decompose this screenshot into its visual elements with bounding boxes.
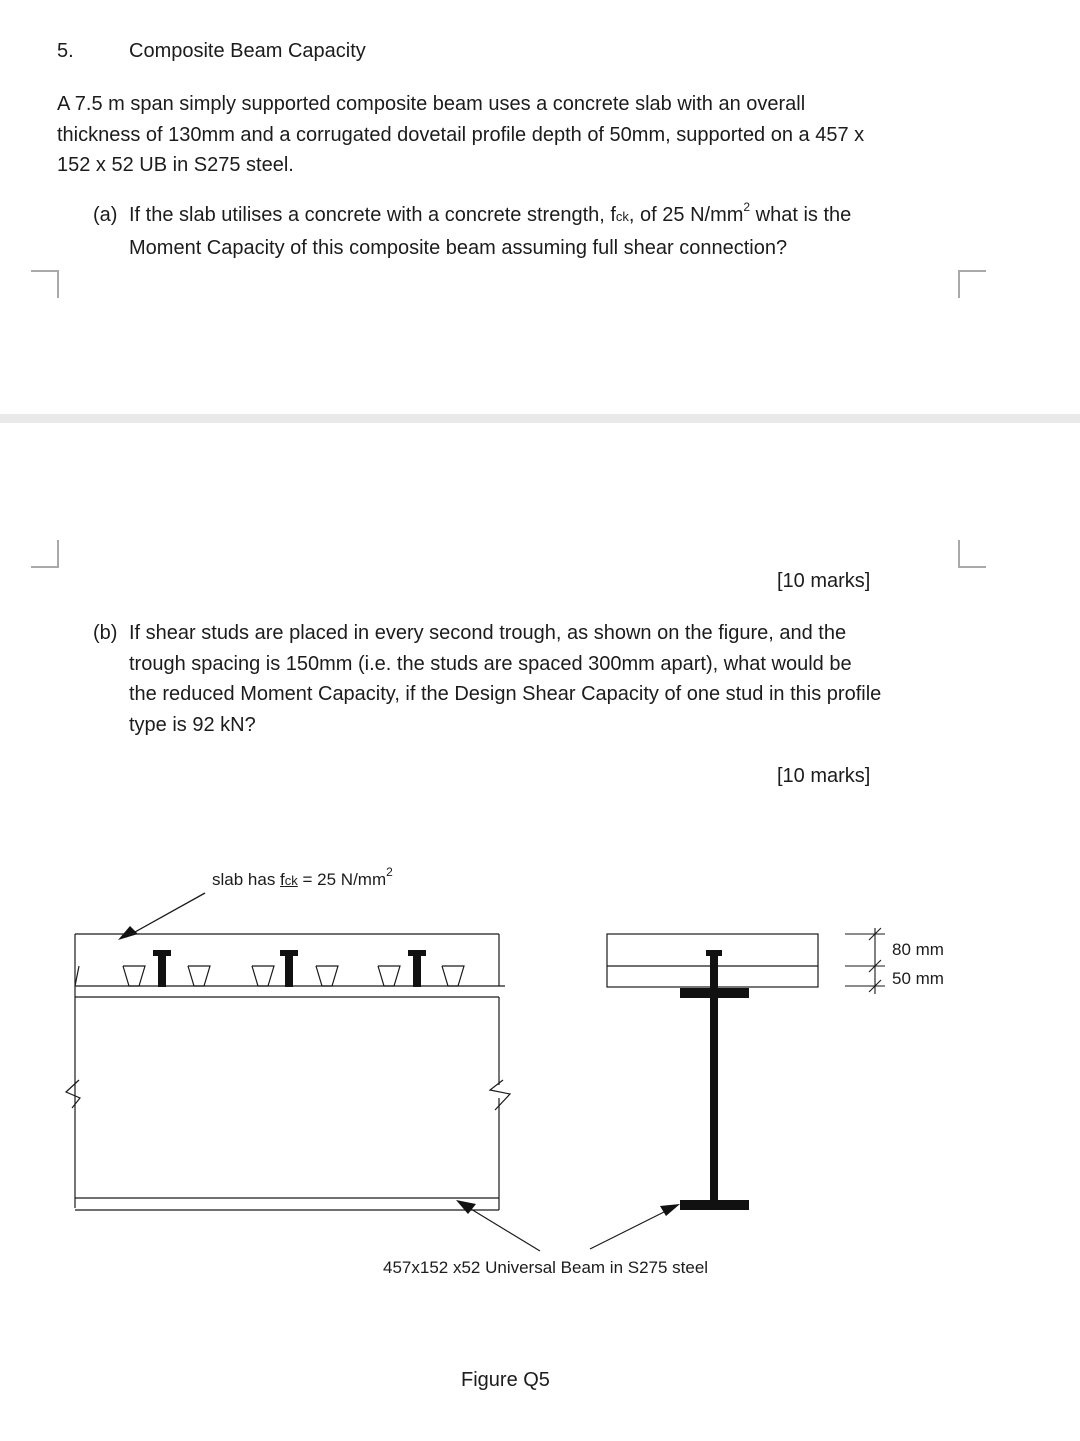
intro-line: A 7.5 m span simply supported composite beam uses a concrete slab with an overall	[57, 93, 806, 115]
slab-arrow-head	[118, 926, 138, 940]
crop-mark	[958, 270, 986, 298]
question-number: 5.	[57, 40, 74, 62]
beam-leader-lines	[466, 1206, 672, 1251]
crop-mark	[31, 270, 59, 298]
part-a-question	[129, 200, 851, 263]
dimension-lines	[845, 928, 885, 994]
part-b-line: trough spacing is 150mm (i.e. the studs are spaced 300mm apart), what would be	[129, 652, 852, 675]
part-a-line-2: Moment Capacity of this composite beam assuming full shear connection?	[129, 236, 788, 259]
part-a-marks: [10 marks]	[777, 570, 871, 592]
part-a-line-1: If the slab utilises a concrete with a concrete strength, fck, of 25 $N/mm^2$ what is the	[129, 200, 852, 226]
dim-label-80: 80 mm	[892, 940, 944, 959]
crop-mark	[31, 540, 59, 568]
part-b-question	[129, 618, 881, 740]
intro-line: 152 x 52 UB in S275 steel.	[57, 154, 294, 176]
dim-label-50: 50 mm	[892, 969, 944, 988]
part-b-label: (b)	[93, 622, 118, 644]
question-title: Composite Beam Capacity	[129, 40, 366, 62]
slab-label: slab has fck = 25 $N/mm^2$	[212, 865, 393, 889]
question-intro	[57, 89, 1017, 181]
slab-leader-line	[126, 893, 205, 937]
beam-label: 457x152 x52 Universal Beam in S275 steel	[383, 1258, 709, 1277]
intro-line: thickness of 130mm and a corrugated dovetail profile depth of 50mm, supported on a 457 x	[57, 123, 865, 146]
figure-caption: Figure Q5	[461, 1369, 550, 1391]
part-a	[93, 200, 1013, 262]
part-b-line: type is 92 kN?	[129, 713, 256, 736]
shear-studs-elevation	[153, 950, 426, 987]
crop-mark	[958, 540, 986, 568]
part-b	[93, 618, 1033, 742]
beam-arrow-right	[660, 1204, 680, 1216]
i-section	[680, 950, 749, 1210]
page-gap	[0, 414, 1080, 423]
part-a-label: (a)	[93, 204, 118, 226]
part-b-line: the reduced Moment Capacity, if the Design Shear Capacity of one stud in this profile	[129, 683, 882, 705]
part-b-marks: [10 marks]	[777, 765, 871, 787]
beam-arrow-left	[456, 1200, 476, 1214]
part-b-line: If shear studs are placed in every second trough, as shown on the figure, and the	[129, 622, 847, 644]
